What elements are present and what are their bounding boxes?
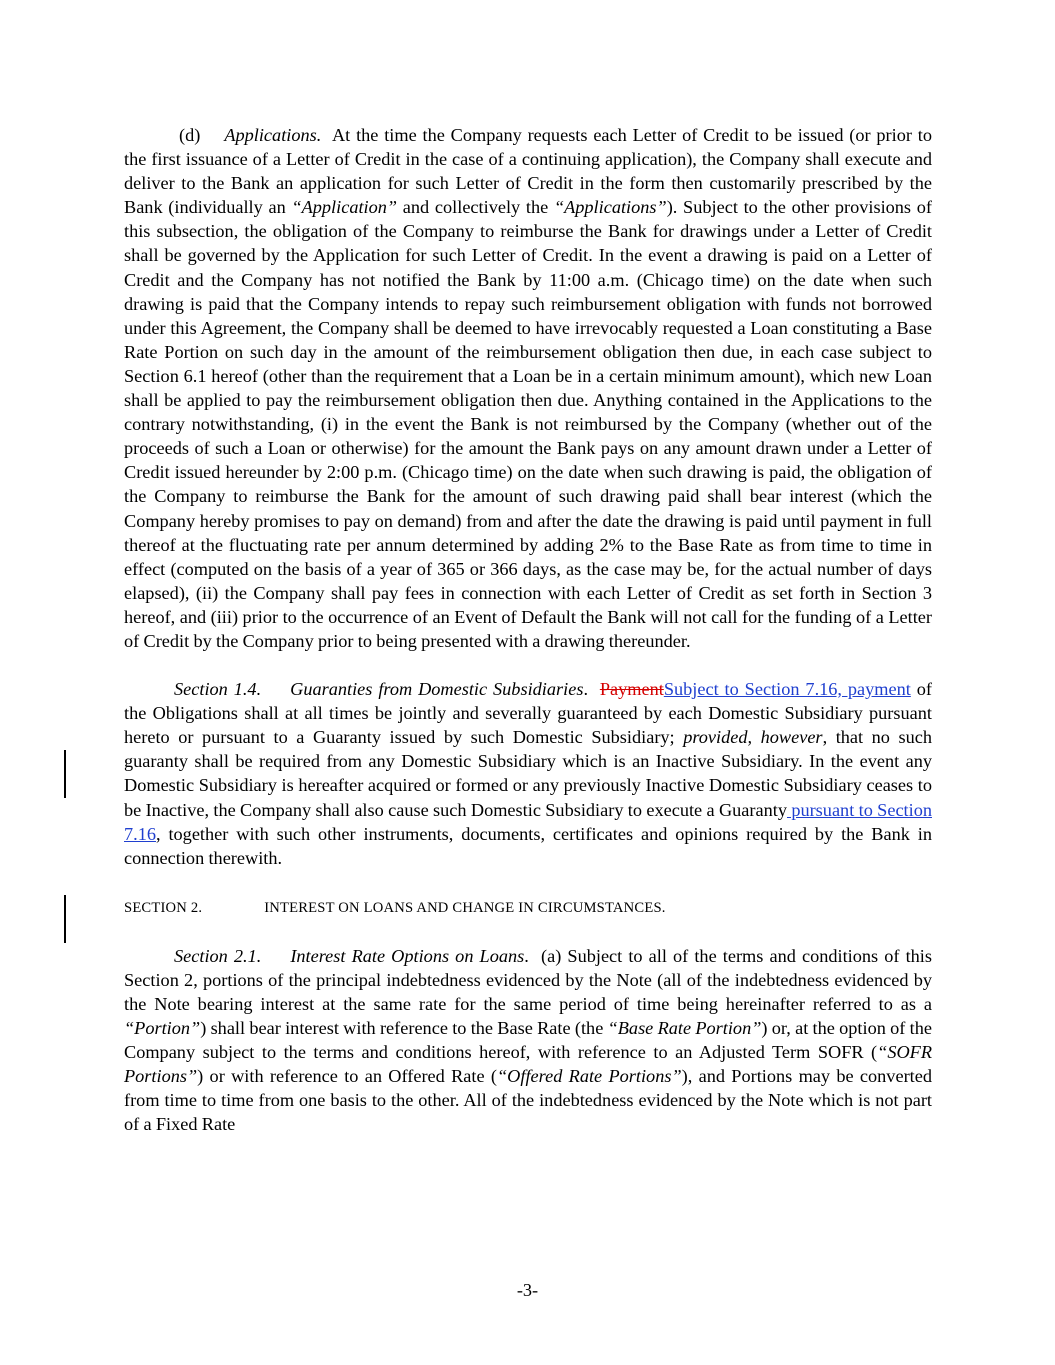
subsection-title: Applications. — [224, 125, 322, 145]
section-2-heading — [124, 894, 932, 920]
revision-change-bar — [64, 895, 66, 943]
defined-term: “Applications” — [553, 197, 667, 218]
revision-change-bar — [64, 750, 66, 798]
section-title: Guaranties from Domestic Subsidiaries — [290, 679, 584, 700]
deleted-text: Payment — [599, 679, 664, 700]
defined-term: “SOFR Portions” — [124, 1042, 932, 1087]
inserted-text: Subject to Section 7.16, payment — [663, 679, 911, 700]
document-page — [124, 123, 932, 1137]
section-1-4-paragraph: Section 1.4. Guaranties from Domestic Subsidiaries. PaymentSubject to Section 7.16, payment of the Obligations shall at all times be jointly and severally guaranteed by each Domestic Subsidiary pursuant hereto or pursuant to a Guaranty issued by such Domestic Subsidiary; provided, however, that no such guaranty shall be required from any Domestic Subsidiary which is an Inactive Subsidiary. In the event any Domestic Subsidiary is hereafter acquired or formed or any previously Inactive Domestic Subsidiary ceases to be Inactive, the Company shall also cause such Domestic Subsidiary to execute a Guaranty pursuant to Section 7.16, together with such other instruments, documents, certificates and opinions required by the Bank in connection therewith. — [124, 679, 933, 868]
defined-term: “Application” — [291, 197, 398, 218]
page-number: -3- — [516, 1280, 539, 1300]
section-number: Section 1.4. — [174, 679, 262, 700]
section-title: Interest Rate Options on Loans — [290, 945, 525, 966]
section-title: INTEREST ON LOANS AND CHANGE IN CIRCUMSTANCES. — [264, 899, 666, 916]
proviso: provided, however — [683, 727, 823, 748]
paragraph-d-applications: (d) Applications. At the time the Company requests each Letter of Credit to be issued (or prior to the first issuance of a Letter of Credit in the case of a continuing application), the Company shall execute and deliver to the Bank an application for such Letter of Credit in the form then customarily prescribed by the Bank (individually an “Application” and collectively the “Applications”). Subject to the other provisions of this subsection, the obligation of the Company to reimburse the Bank for drawings under a Letter of Credit shall be governed by the Application for such Letter of Credit. In the event a drawing is paid on a Letter of Credit and the Company has not notified the Bank by 11:00 a.m. (Chicago time) on the date when such drawing is paid that the Company intends to repay such reimbursement obligation with funds not borrowed under this Agreement, the Company shall be deemed to have irrevocably requested a Loan constituting a Base Rate Portion on such day in the amount of the reimbursement obligation then due, in each case subject to Section 6.1 hereof (other than the requirement that a Loan be in a certain minimum amount), which new Loan shall be applied to pay the reimbursement obligation then due. Anything contained in the Applications to the contrary notwithstanding, (i) in the event the Bank is not reimbursed by the Company (whether out of the proceeds of such a Loan or otherwise) for the amount the Bank pays on any amount drawn under a Letter of Credit issued hereunder by 2:00 p.m. (Chicago time) on the date when such drawing is paid, the obligation of the Company to reimburse the Bank for the amount of such drawing paid shall bear interest (which the Company hereby promises to pay on demand) from and after the date the drawing is paid until payment in full thereof at the fluctuating rate per annum determined by adding 2% to the Base Rate as from time to time in effect (computed on the basis of a year of 365 or 366 days, as the case may be, for the actual number of days elapsed), (ii) the Company shall pay fees in connection with each Letter of Credit as set forth in Section 3 hereof, and (iii) prior to the occurrence of an Event of Default the Bank will not call for the funding of a Letter of Credit by the Company prior to being presented with a drawing thereunder. — [124, 125, 932, 651]
section-number: SECTION 2. — [124, 899, 203, 916]
defined-term: “Offered Rate Portions” — [497, 1066, 682, 1087]
defined-term: “Portion” — [124, 1018, 201, 1039]
defined-term: “Base Rate Portion” — [607, 1018, 762, 1039]
section-number: Section 2.1. — [174, 945, 262, 966]
inserted-text: pursuant to Section 7.16 — [124, 799, 932, 844]
section-2-1-paragraph: Section 2.1. Interest Rate Options on Loans. (a) Subject to all of the terms and conditions of this Section 2, portions of the principal indebtedness evidenced by the Note (all of the indebtedness evidenced by the Note bearing interest at the same rate for the same period of time being hereinafter referred to as a “Portion”) shall bear interest with reference to the Base Rate (the “Base Rate Portion”) or, at the option of the Company subject to the terms and conditions hereof, with reference to an Adjusted Term SOFR (“SOFR Portions”) or with reference to an Offered Rate (“Offered Rate Portions”), and Portions may be converted from time to time from one basis to the other. All of the indebtedness evidenced by the Note which is not part of a Fixed Rate — [124, 945, 932, 1135]
subsection-label: (d) — [179, 125, 201, 145]
